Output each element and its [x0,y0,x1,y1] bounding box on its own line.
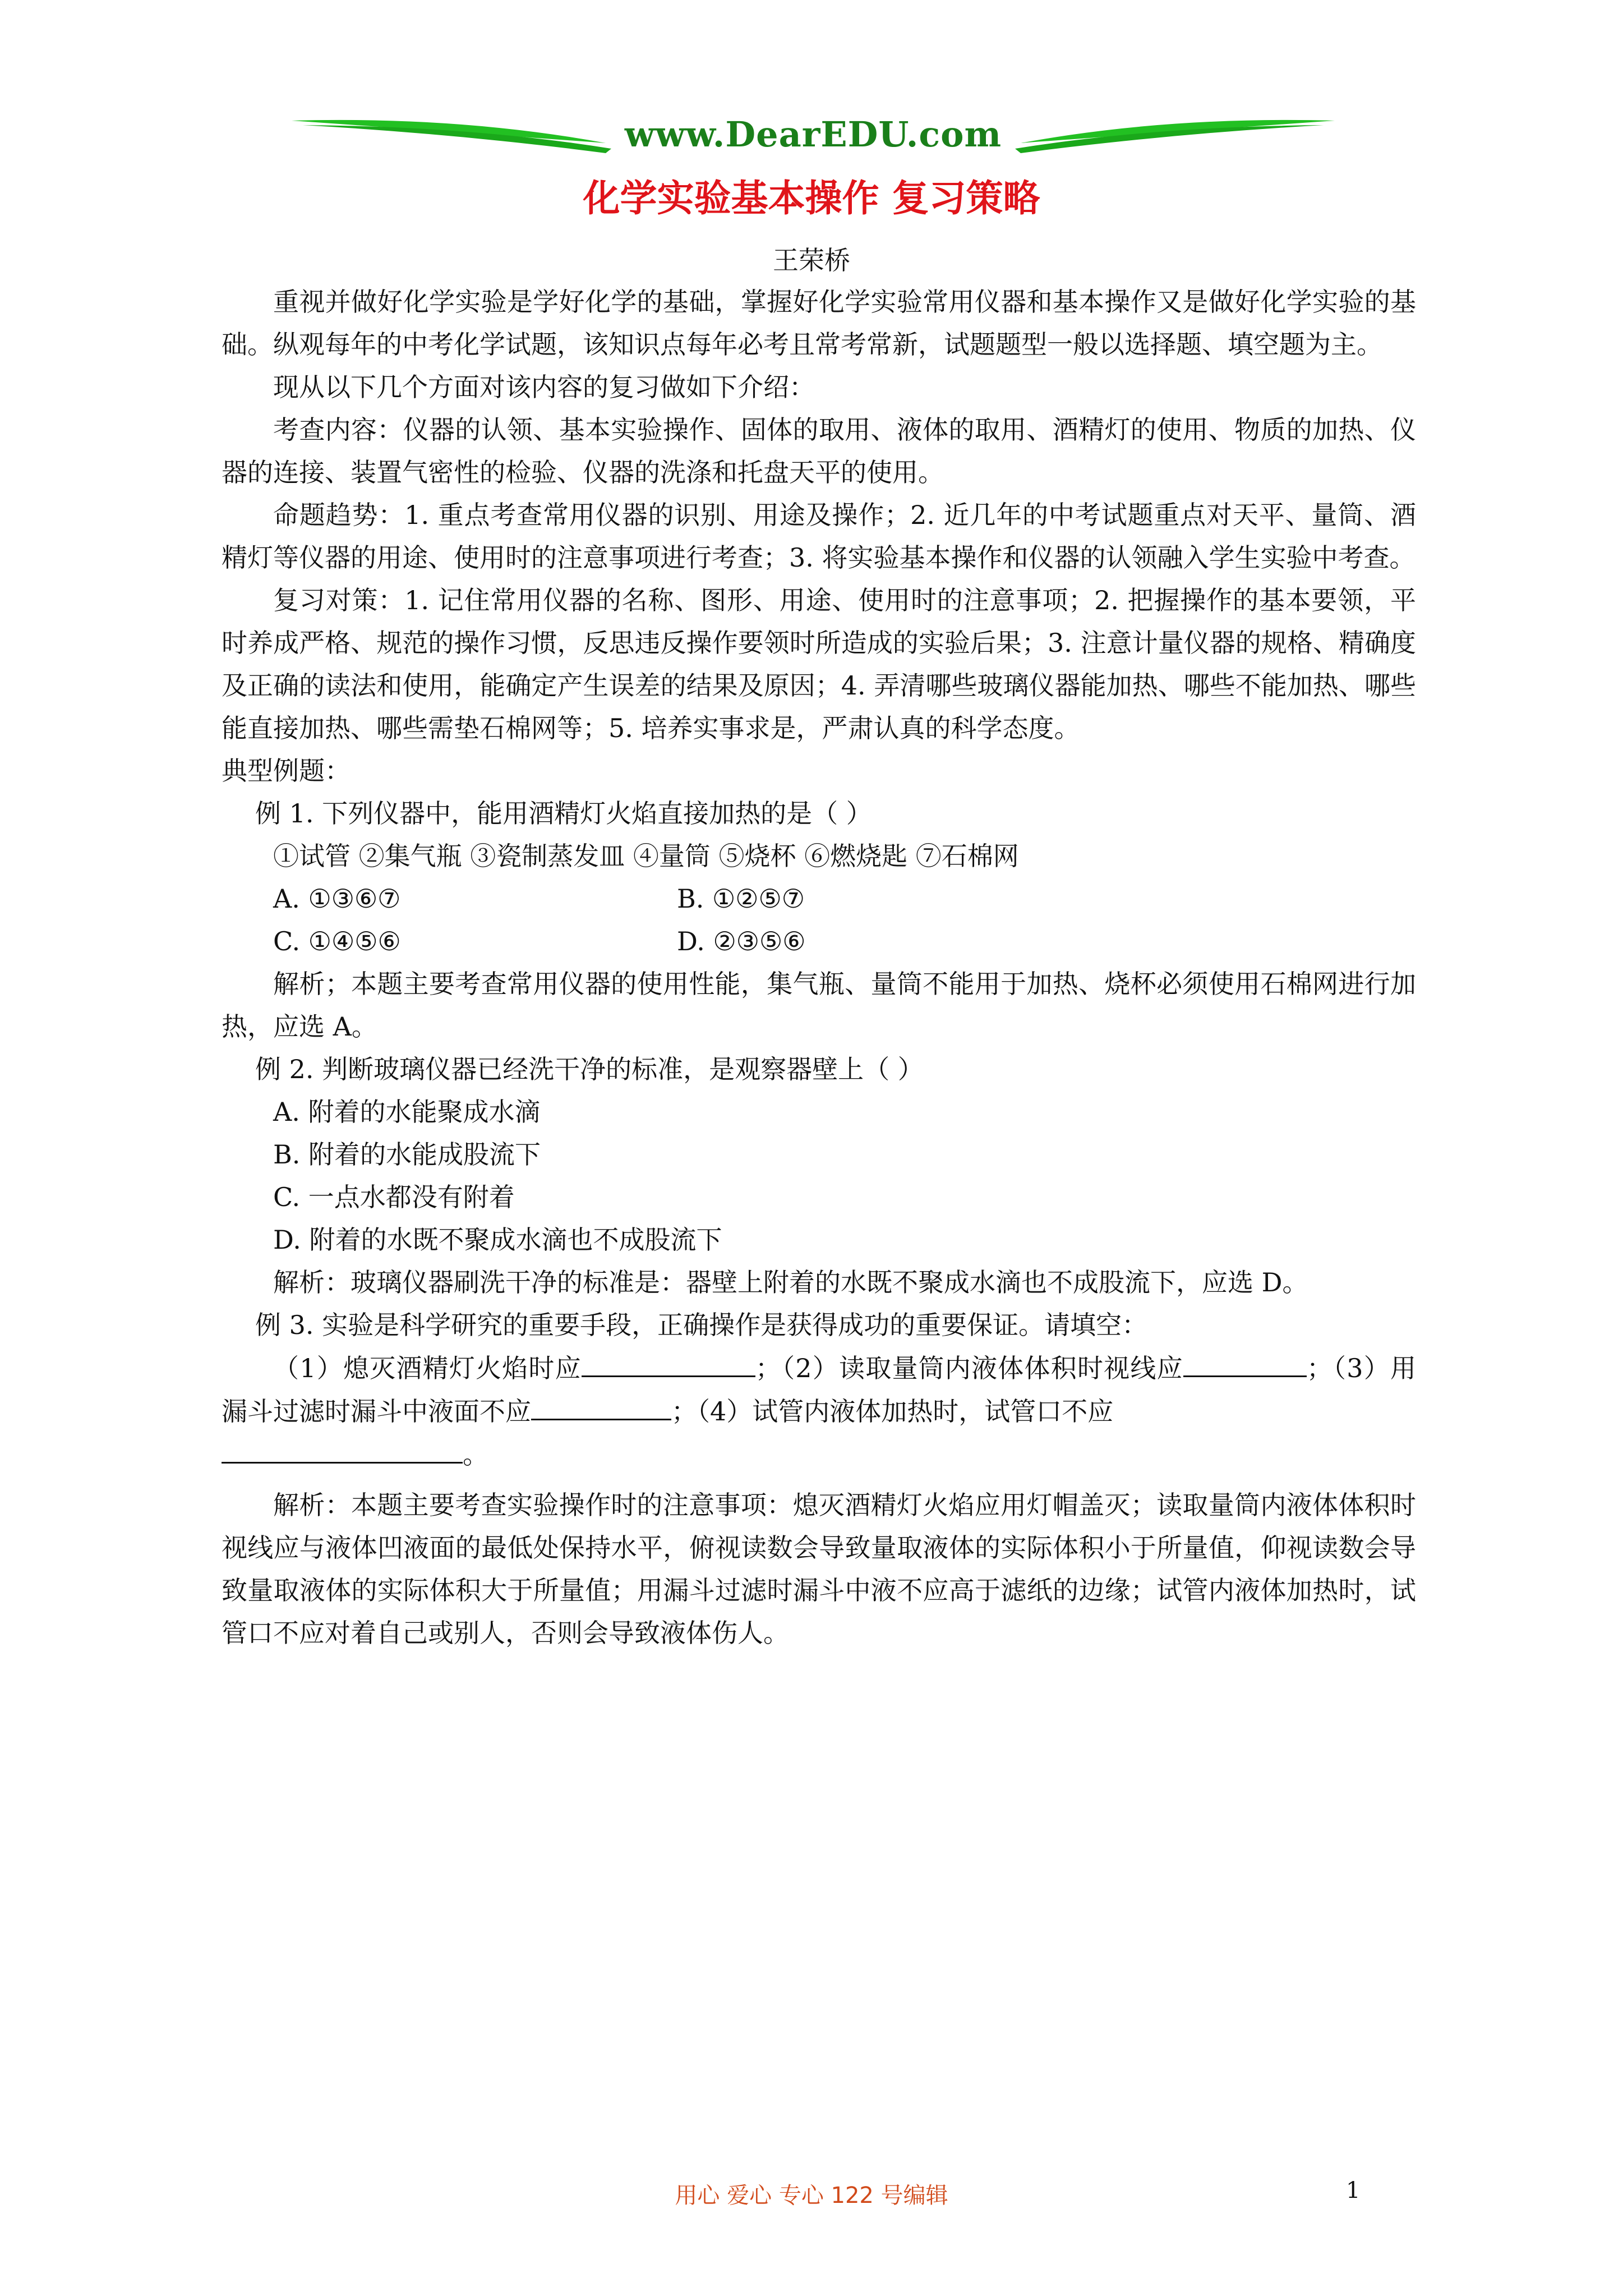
site-logo-banner [292,109,1335,171]
example2-option-b: B. 附着的水能成股流下 [273,1139,541,1170]
example1-options-row2 [222,920,1416,963]
trend-paragraph: 命题趋势：1. 重点考查常用仪器的识别、用途及操作；2. 近几年的中考试题重点对天平、量筒、酒精灯等仪器的用途、使用时的注意事项进行考查；3. 将实验基本操作和仪器的认领融入学生实验中考查。 [222,500,1416,573]
author-name: 王荣桥 [773,245,850,275]
page-number: 1 [1346,2178,1361,2203]
example3-question: 例 3. 实验是科学研究的重要手段，正确操作是获得成功的重要保证。请填空： [255,1310,1148,1340]
example2-option-c: C. 一点水都没有附着 [273,1182,515,1212]
example3-analysis: 解析：本题主要考查实验操作时的注意事项：熄灭酒精灯火焰应用灯帽盖灭；读取量筒内液体体积时视线应与液体凹液面的最低处保持水平，俯视读数会导致量取液体的实际体积小于所量值，仰视读数会导致量取液体的实际体积大于所量值；用漏斗过滤时漏斗中液不应高于滤纸的边缘；试管内液体加热时，试管口不应对着自己或别人，否则会导致液体伤人。 [222,1490,1416,1648]
overview-paragraph: 现从以下几个方面对该内容的复习做如下介绍： [273,372,815,402]
example2-analysis: 解析：玻璃仪器刷洗干净的标准是：器壁上附着的水既不聚成水滴也不成股流下，应选 D。 [273,1267,1308,1297]
answer-blank-2[interactable] [1183,1346,1307,1377]
content-paragraph: 考查内容：仪器的认领、基本实验操作、固体的取用、液体的取用、酒精灯的使用、物质的加热、仪器的连接、装置气密性的检验、仪器的洗涤和托盘天平的使用。 [222,415,1416,487]
example1-question: 例 1. 下列仪器中，能用酒精灯火焰直接加热的是（ ） [255,798,872,829]
site-logo-text: www.DearEDU.com [624,114,1002,155]
answer-blank-3[interactable] [531,1389,671,1420]
blank2-label: ；（2）读取量筒内液体体积时视线应 [755,1353,1183,1383]
examples-heading: 典型例题： [222,756,351,786]
example2-option-d: D. 附着的水既不聚成水滴也不成股流下 [273,1225,722,1255]
answer-blank-1[interactable] [582,1346,755,1377]
intro-paragraph: 重视并做好化学实验是学好化学的基础，掌握好化学实验常用仪器和基本操作又是做好化学实验的基础。纵观每年的中考化学试题，该知识点每年必考且常考常新，试题题型一般以选择题、填空题为主。 [222,287,1416,360]
example3-blanks [222,1346,1416,1433]
example1-option-a: A. ①③⑥⑦ [273,884,401,914]
strategy-paragraph: 复习对策：1. 记住常用仪器的名称、图形、用途、使用时的注意事项；2. 把握操作的基本要领，平时养成严格、规范的操作习惯，反思违反操作要领时所造成的实验后果；3. 注意计量仪器的规格、精确度及正确的读法和使用，能确定产生误差的结果及原因；4. 弄清哪些玻璃仪器能加热、哪些不能加热、哪些能直接加热、哪些需垫石棉网等；5. 培养实事求是，严肃认真的科学态度。 [222,585,1416,743]
document-body [222,280,1416,1654]
example1-option-b: B. ①②⑤⑦ [677,884,805,914]
answer-blank-4[interactable] [222,1433,463,1464]
example1-items: ①试管 ②集气瓶 ③瓷制蒸发皿 ④量筒 ⑤烧杯 ⑥燃烧匙 ⑦石棉网 [273,841,1019,871]
end-mark: 。 [463,1439,488,1470]
footer-text: 用心 爱心 专心 122 号编辑 [675,2183,948,2208]
example3-last-blank-line [222,1433,1416,1476]
blank4-label: ；（4）试管内液体加热时，试管口不应 [671,1396,1114,1427]
page-title: 化学实验基本操作 复习策略 [583,177,1040,220]
blank1-label: （1）熄灭酒精灯火焰时应 [273,1353,582,1383]
example1-options-row1 [222,877,1416,920]
example1-option-c: C. ①④⑤⑥ [273,926,401,956]
example2-option-a: A. 附着的水能聚成水滴 [273,1097,541,1127]
example1-analysis: 解析；本题主要考查常用仪器的使用性能，集气瓶、量筒不能用于加热、烧杯必须使用石棉网进行加热，应选 A。 [222,969,1416,1042]
example2-question: 例 2. 判断玻璃仪器已经洗干净的标准，是观察器壁上（ ） [255,1054,924,1084]
blank3-label: ；（3）用漏斗过滤时漏斗中液面不应 [222,1353,1416,1427]
example1-option-d: D. ②③⑤⑥ [677,926,806,956]
